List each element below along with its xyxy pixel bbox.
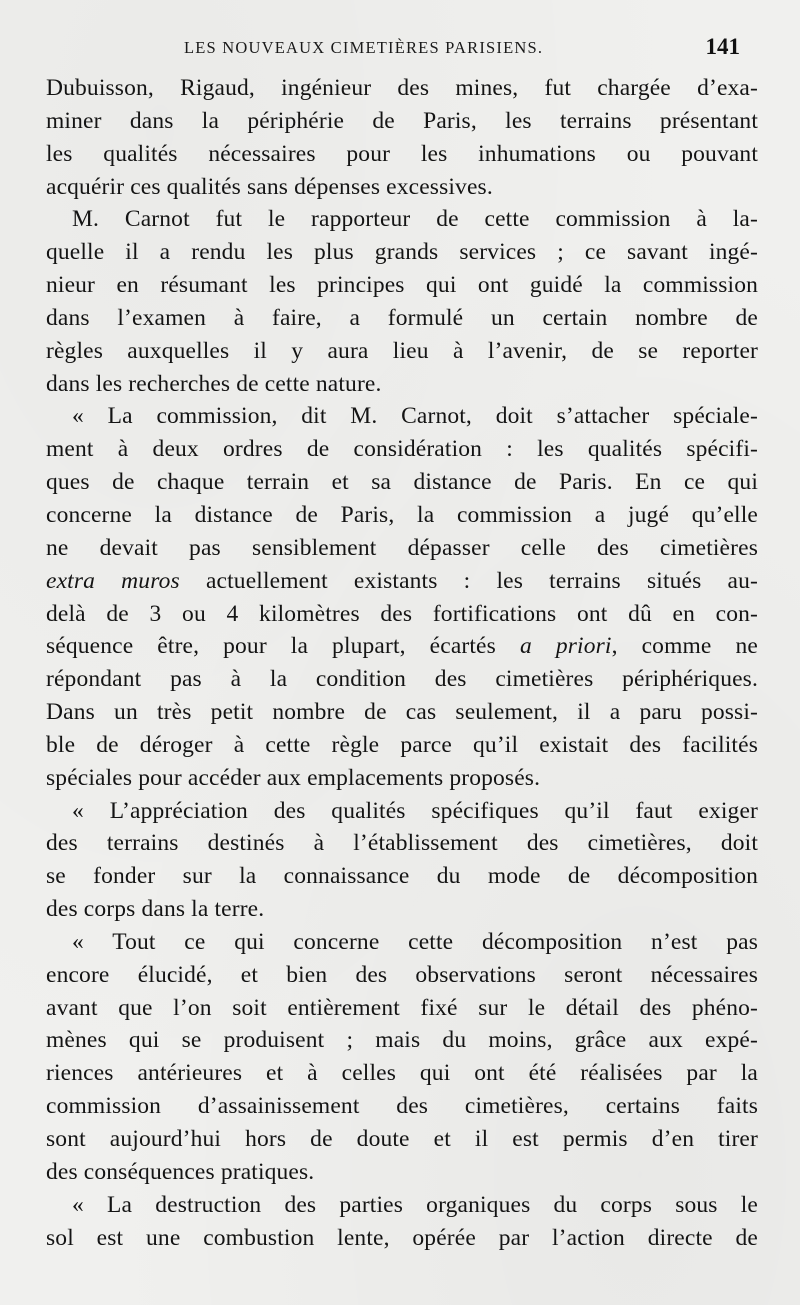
text-fragment: actuellement existants : les terrains situés au- bbox=[205, 567, 758, 594]
text-line: des corps dans la terre. bbox=[46, 896, 265, 923]
text-line: delà de 3 ou 4 kilomètres des fortifications ont dû en con- bbox=[46, 600, 758, 627]
text-line: ment à deux ordres de considération : les qualités spécifi- bbox=[46, 436, 758, 463]
text-line: mènes qui se produisent ; mais du moins, grâce aux expé- bbox=[46, 1027, 758, 1054]
text-line: spéciales pour accéder aux emplacements proposés. bbox=[46, 764, 541, 791]
text-line: des terrains destinés à l’établissement des cimetières, doit bbox=[46, 830, 758, 857]
text-line: riences antérieures et à celles qui ont été réalisées par la bbox=[46, 1060, 758, 1087]
body-text bbox=[46, 72, 758, 1254]
text-fragment: séquence être, pour la plupart, écartés bbox=[46, 633, 496, 660]
text-line: dans les recherches de cette nature. bbox=[46, 370, 382, 397]
text-line: miner dans la périphérie de Paris, les terrains présentant bbox=[46, 107, 758, 134]
text-line: « L’appréciation des qualités spécifiques qu’il faut exiger bbox=[72, 797, 758, 824]
text-fragment: , comme ne bbox=[611, 633, 758, 660]
text-line: nieur en résumant les principes qui ont guidé la commission bbox=[46, 272, 758, 299]
text-line: Dans un très petit nombre de cas seulement, il a paru possi- bbox=[46, 699, 758, 726]
text-line: des conséquences pratiques. bbox=[46, 1158, 315, 1185]
text-line: sol est une combustion lente, opérée par l’action directe de bbox=[46, 1224, 758, 1251]
text-line: acquérir ces qualités sans dépenses excessives. bbox=[46, 173, 493, 200]
text-line bbox=[46, 630, 758, 663]
text-line: quelle il a rendu les plus grands services ; ce savant ingé- bbox=[46, 239, 758, 266]
text-line: répondant pas à la condition des cimetières périphériques. bbox=[46, 666, 758, 693]
text-line: dans l’examen à faire, a formulé un certain nombre de bbox=[46, 304, 758, 331]
italic-phrase: a priori bbox=[519, 633, 612, 660]
text-line: Dubuisson, Rigaud, ingénieur des mines, fut chargée d’exa- bbox=[46, 75, 758, 101]
text-line: avant que l’on soit entièrement fixé sur le détail des phéno- bbox=[46, 994, 758, 1021]
page-header bbox=[0, 34, 800, 64]
text-line: sont aujourd’hui hors de doute et il est permis d’en tirer bbox=[46, 1126, 758, 1152]
text-line: ne devait pas sensiblement dépasser celle des cimetières bbox=[46, 534, 758, 561]
text-line: commission d’assainissement des cimetières, certains faits bbox=[46, 1093, 758, 1120]
running-title: LES NOUVEAUX CIMETIÈRES PARISIENS. bbox=[184, 38, 544, 57]
text-line: ques de chaque terrain et sa distance de Paris. En ce qui bbox=[46, 469, 758, 496]
text-line: règles auxquelles il y aura lieu à l’avenir, de se reporter bbox=[46, 337, 758, 364]
text-line: les qualités nécessaires pour les inhumations ou pouvant bbox=[46, 140, 758, 167]
italic-phrase: extra muros bbox=[46, 567, 180, 594]
text-line: se fonder sur la connaissance du mode de décomposition bbox=[46, 863, 758, 890]
text-line: « La destruction des parties organiques du corps sous le bbox=[72, 1191, 758, 1218]
text-line: « La commission, dit M. Carnot, doit s’attacher spéciale- bbox=[72, 403, 758, 430]
text-line: concerne la distance de Paris, la commission a jugé qu’elle bbox=[46, 501, 758, 528]
text-line: M. Carnot fut le rapporteur de cette commission à la- bbox=[72, 206, 758, 233]
text-line: encore élucidé, et bien des observations seront nécessaires bbox=[46, 961, 758, 988]
text-line: ble de déroger à cette règle parce qu’il existait des facilités bbox=[46, 731, 758, 758]
page-number: 141 bbox=[705, 34, 740, 59]
text-line bbox=[46, 565, 758, 598]
text-line: « Tout ce qui concerne cette décomposition n’est pas bbox=[72, 928, 758, 955]
